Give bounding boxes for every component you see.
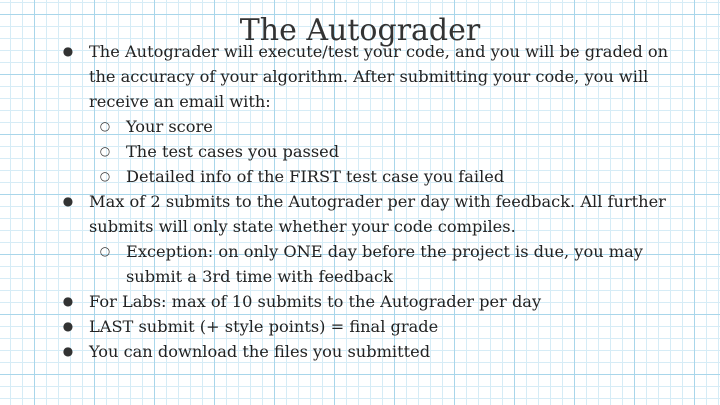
slide-title: The Autograder — [239, 13, 481, 48]
bullet-marker: ● — [62, 194, 74, 208]
bullet-item — [58, 314, 698, 339]
bullet-marker: ● — [62, 294, 74, 308]
bullet-item — [58, 339, 698, 364]
bullet-marker: ● — [62, 44, 74, 58]
sub-bullet-marker: ○ — [99, 169, 111, 183]
sub-bullet-item — [58, 139, 698, 164]
sub-bullet-marker: ○ — [99, 144, 111, 158]
bullet-item — [58, 289, 698, 314]
bullet-text: The Autograder will execute/test your code, and you will be graded on the accuracy of your algorithm. After submitting your code, you will receive an email with: — [89, 42, 669, 111]
bullet-text: Max of 2 submits to the Autograder per day with feedback. All further submits will only state whether your code compiles. — [89, 192, 666, 236]
sub-bullet-text: The test cases you passed — [126, 142, 340, 161]
bullet-marker: ● — [62, 319, 74, 333]
bullet-item — [58, 189, 698, 239]
bullet-text: You can download the files you submitted — [89, 342, 431, 361]
sub-bullet-text: Your score — [126, 117, 213, 136]
bullet-text: LAST submit (+ style points) = final grade — [89, 317, 439, 336]
bullet-text: For Labs: max of 10 submits to the Autograder per day — [89, 292, 542, 311]
sub-bullet-marker: ○ — [99, 244, 111, 258]
bullet-item — [58, 39, 698, 114]
sub-bullet-text: Exception: on only ONE day before the project is due, you may submit a 3rd time with feedback — [126, 242, 643, 286]
bullet-marker: ● — [62, 344, 74, 358]
sub-bullet-item — [58, 164, 698, 189]
sub-bullet-item — [58, 114, 698, 139]
bullet-list — [58, 39, 698, 364]
sub-bullet-item — [58, 239, 698, 289]
sub-bullet-text: Detailed info of the FIRST test case you failed — [126, 167, 505, 186]
sub-bullet-marker: ○ — [99, 119, 111, 133]
